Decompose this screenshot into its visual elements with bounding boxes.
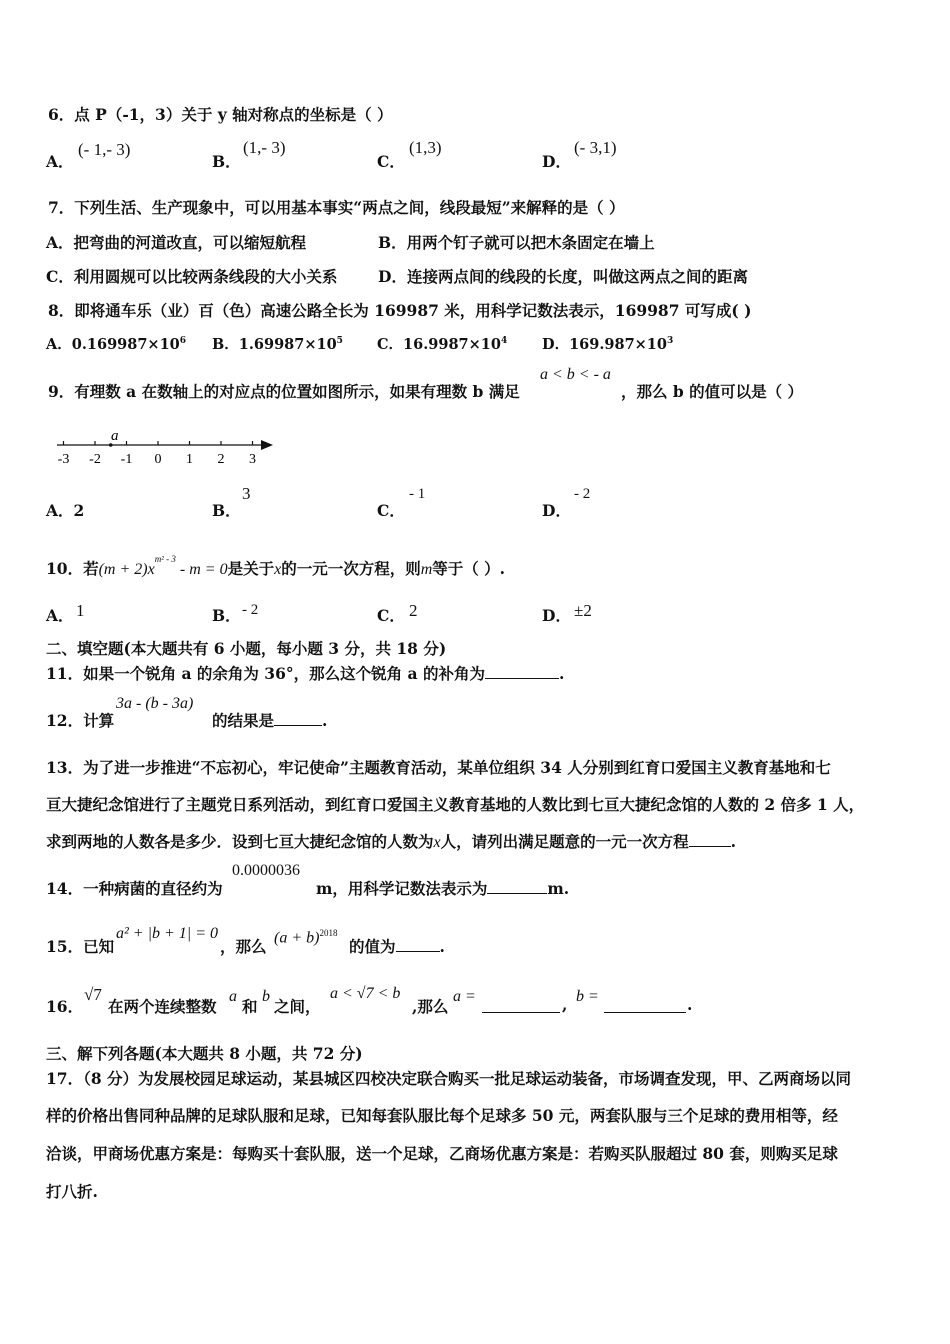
equation-tail: - m = 0 <box>175 561 228 578</box>
q16-inequality: a < √7 < b <box>330 985 401 1002</box>
q12-expression: 3a - (b - 3a) <box>116 695 194 712</box>
var-b: b <box>262 988 270 1005</box>
q10-number: 10．若 <box>46 559 99 578</box>
option-label: D． <box>542 152 571 171</box>
q11-text: 11．如果一个锐角 a 的余角为 36°，那么这个锐角 a 的补角为 <box>46 664 485 683</box>
q17-line-4: 打八折. <box>46 1182 98 1201</box>
number-line-figure <box>55 425 280 470</box>
q6-option-c[interactable] <box>377 150 405 172</box>
q16-sqrt: √7 <box>84 985 102 1004</box>
option-label: B．1.69987×10 <box>212 336 337 353</box>
exponent: 6 <box>179 336 187 347</box>
q6-option-c-value: (1,3) <box>409 138 442 157</box>
q15-expression: a² + |b + 1| = 0 <box>116 925 218 942</box>
q14-unit: m. <box>547 879 570 898</box>
period: . <box>687 995 693 1014</box>
q9-option-b[interactable] <box>212 499 241 521</box>
q13-line-3: 求到两地的人数各是多少．设到七亘大捷纪念馆的人数为x人，请列出满足题意的一元一次方程 . <box>46 832 737 851</box>
equation-base: (m + 2)x <box>98 561 155 578</box>
q15-text-c: 的值为 <box>349 937 396 956</box>
exponent: 4 <box>500 336 508 347</box>
exponent: 3 <box>667 336 674 347</box>
q10-text-c: 等于（ ）. <box>432 559 506 578</box>
q6-option-d-value: (- 3,1) <box>574 138 617 157</box>
exponent: 5 <box>336 336 343 347</box>
q12-text-a: 12．计算 <box>46 711 115 730</box>
q9-stem-a: 9．有理数 a 在数轴上的对应点的位置如图所示，如果有理数 b 满足 <box>48 382 520 401</box>
q7-option-b[interactable]: B．用两个钉子就可以把木条固定在墙上 <box>378 233 655 252</box>
option-label: C．16.9987×10 <box>377 336 501 353</box>
var-x: x <box>433 834 441 851</box>
q10-option-c-value: 2 <box>409 601 418 620</box>
exponent: 2018 <box>319 928 338 938</box>
q17-line-2: 样的价格出售同种品牌的足球队服和足球，已知每套队服比每个足球多 50 元，两套队服与三个足球的费用相等，经 <box>46 1106 838 1125</box>
q6-option-b-value: (1,- 3) <box>243 138 286 157</box>
axis-tick-label: 0 <box>154 452 162 467</box>
q8-option-a[interactable] <box>46 333 186 354</box>
q9-option-c[interactable] <box>377 499 405 521</box>
q10-text-a: 是关于 <box>227 559 275 578</box>
axis-tick-label: -3 <box>57 452 70 467</box>
axis-tick-label: -2 <box>89 452 101 467</box>
q9-option-b-value: 3 <box>242 484 251 503</box>
q10-option-c[interactable] <box>377 604 405 626</box>
exponent: m² - 3 <box>154 553 176 564</box>
var-m: m <box>420 561 433 578</box>
option-label: B． <box>212 152 241 171</box>
option-label: D． <box>542 606 571 625</box>
answer-blank[interactable] <box>485 663 559 680</box>
q12-tail: 的结果是 . <box>212 711 328 730</box>
option-label: B． <box>212 501 241 520</box>
q7-option-a[interactable]: A．把弯曲的河道改直，可以缩短航程 <box>46 233 307 252</box>
q14-number: 0.0000036 <box>232 862 300 879</box>
q16-answer-a-label: a = <box>453 988 476 1005</box>
q11: 11．如果一个锐角 a 的余角为 36°，那么这个锐角 a 的补角为 . <box>46 664 565 683</box>
option-label: A． <box>46 501 74 520</box>
q7-option-c[interactable]: C．利用圆规可以比较两条线段的大小关系 <box>46 267 338 286</box>
q9-stem-b: ，那么 b 的值可以是（ ） <box>621 382 804 401</box>
option-label: A． <box>46 606 74 625</box>
q13-text-b: 人，请列出满足题意的一元一次方程 <box>440 832 689 851</box>
section-2-heading: 二、填空题(本大题共有 6 小题，每小题 3 分，共 18 分) <box>46 639 447 658</box>
q9-option-d-value: - 2 <box>574 486 591 502</box>
q6-option-b[interactable] <box>212 150 241 172</box>
q10-option-d-value: ±2 <box>574 601 592 620</box>
q10-option-a[interactable] <box>46 604 74 626</box>
q12 <box>46 709 114 731</box>
q9-option-a[interactable] <box>46 499 84 521</box>
option-value: 2 <box>73 501 85 520</box>
q8-option-b[interactable] <box>212 333 343 354</box>
arrow-icon <box>261 440 273 450</box>
q16-text-e: ,那么 <box>412 997 449 1016</box>
q13-line-1: 13．为了进一步推进“不忘初心，牢记使命”主题教育活动，某单位组织 34 人分别到红育口爱国主义教育基地和七 <box>46 758 831 777</box>
section-3-heading: 三、解下列各题(本大题共 8 小题，共 72 分) <box>46 1044 363 1063</box>
option-label: D．169.987×10 <box>542 336 667 353</box>
q16-text-d: 之间， <box>274 997 321 1016</box>
axis-tick-label: 1 <box>186 452 193 467</box>
q7-stem: 7．下列生活、生产现象中，可以用基本事实“两点之间，线段最短”来解释的是（ ） <box>48 198 625 217</box>
axis-tick-label: -1 <box>120 452 133 467</box>
comma: , <box>562 995 568 1014</box>
axis-tick-label: 2 <box>217 452 225 467</box>
q14-text-a: 14．一种病菌的直径约为 <box>46 879 223 898</box>
option-label: B． <box>212 606 241 625</box>
var-a: a <box>229 988 237 1005</box>
q12-text-b: 的结果是 <box>212 711 275 730</box>
q17-line-1: 17．（8 分）为发展校园足球运动，某县城区四校决定联合购买一批足球运动装备，市场调查发现，甲、乙两商场以同 <box>46 1069 852 1088</box>
q10-equation <box>98 553 228 578</box>
answer-blank[interactable] <box>396 936 440 953</box>
option-label: D． <box>542 501 571 520</box>
q10-text-b: 的一元一次方程，则 <box>281 559 421 578</box>
point-a-label: a <box>111 428 119 444</box>
option-label: C． <box>377 501 405 520</box>
var-x: x <box>274 561 282 578</box>
q8-option-c[interactable] <box>377 333 507 354</box>
q6-stem: 6．点 P（-1，3）关于 y 轴对称点的坐标是（ ） <box>48 105 393 124</box>
answer-blank[interactable] <box>487 878 547 895</box>
q9-option-c-value: - 1 <box>409 486 426 502</box>
power-base: (a + b) <box>274 929 320 947</box>
q6-option-a-value: (- 1,- 3) <box>78 140 131 159</box>
option-label: C． <box>377 606 405 625</box>
answer-blank[interactable] <box>604 995 686 1013</box>
q10-stem <box>46 553 506 579</box>
q16-text-c: 和 <box>242 997 258 1016</box>
q15-text-a: 15．已知 <box>46 937 115 956</box>
q7-option-d[interactable]: D．连接两点间的线段的长度，叫做这两点之间的距离 <box>378 267 748 286</box>
option-label: A．0.169987×10 <box>46 336 180 353</box>
q16-answer-b-label: b = <box>576 988 599 1005</box>
q15-text-b: ，那么 <box>220 937 267 956</box>
q6-option-d[interactable] <box>542 150 571 172</box>
q10-option-d[interactable] <box>542 604 571 626</box>
answer-blank[interactable] <box>274 710 322 727</box>
option-label: A． <box>46 152 74 171</box>
q6-option-a[interactable] <box>46 150 74 172</box>
q8-stem: 8．即将通车乐（业）百（色）高速公路全长为 169987 米，用科学记数法表示，169987 可写成( ) <box>48 301 752 320</box>
q16-text-b: 在两个连续整数 <box>108 997 217 1016</box>
q14-tail <box>316 877 569 899</box>
q17-line-3: 洽谈，甲商场优惠方案是：每购买十套队服，送一个足球，乙商场优惠方案是：若购买队服超过 80 套，则购买足球 <box>46 1144 838 1163</box>
q15-tail: 的值为 . <box>349 937 445 956</box>
option-label: C． <box>377 152 405 171</box>
q8-option-d[interactable] <box>542 333 673 354</box>
q14-text-b: m，用科学记数法表示为 <box>316 879 488 898</box>
answer-blank[interactable] <box>482 995 560 1013</box>
q10-option-a-value: 1 <box>76 601 85 620</box>
q15-power <box>274 928 337 947</box>
q9-condition: a < b < - a <box>540 366 611 383</box>
axis-tick-label: 3 <box>249 452 256 467</box>
q13-line-2: 亘大捷纪念馆进行了主题党日系列活动，到红育口爱国主义教育基地的人数比到七亘大捷纪念馆的人数的 2 倍多 1 人， <box>46 795 865 814</box>
q13-text: 求到两地的人数各是多少．设到七亘大捷纪念馆的人数为 <box>46 832 434 851</box>
q9-option-d[interactable] <box>542 499 571 521</box>
q16-number: 16． <box>46 997 84 1016</box>
answer-blank[interactable] <box>689 831 731 848</box>
q10-option-b-value: - 2 <box>242 602 259 618</box>
q10-option-b[interactable] <box>212 604 241 626</box>
